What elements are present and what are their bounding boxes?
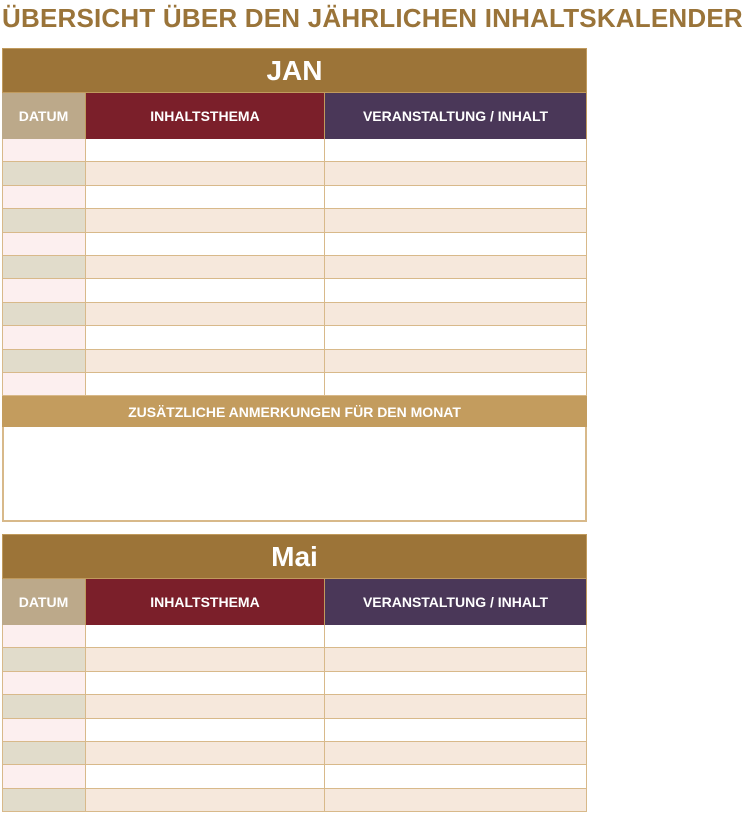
veranstaltung-cell[interactable] xyxy=(325,326,587,348)
veranstaltung-cell[interactable] xyxy=(325,233,587,255)
veranstaltung-cell[interactable] xyxy=(325,303,587,325)
table-row xyxy=(2,789,587,812)
table-row xyxy=(2,672,587,695)
column-header-inhaltsthema: INHALTSTHEMA xyxy=(86,93,325,139)
datum-cell[interactable] xyxy=(2,233,86,255)
veranstaltung-cell[interactable] xyxy=(325,139,587,161)
inhaltsthema-cell[interactable] xyxy=(86,350,325,372)
datum-cell[interactable] xyxy=(2,373,86,395)
table-row xyxy=(2,186,587,209)
inhaltsthema-cell[interactable] xyxy=(86,233,325,255)
inhaltsthema-cell[interactable] xyxy=(86,742,325,764)
datum-cell[interactable] xyxy=(2,765,86,787)
table-row xyxy=(2,719,587,742)
column-header-row xyxy=(2,93,587,139)
table-row xyxy=(2,742,587,765)
datum-cell[interactable] xyxy=(2,742,86,764)
datum-cell[interactable] xyxy=(2,139,86,161)
veranstaltung-cell[interactable] xyxy=(325,625,587,647)
datum-cell[interactable] xyxy=(2,256,86,278)
table-row xyxy=(2,350,587,373)
veranstaltung-cell[interactable] xyxy=(325,742,587,764)
datum-cell[interactable] xyxy=(2,695,86,717)
column-header-row xyxy=(2,579,587,625)
table-row xyxy=(2,648,587,671)
datum-cell[interactable] xyxy=(2,162,86,184)
table-row xyxy=(2,233,587,256)
month-header-mai: Mai xyxy=(2,534,587,579)
datum-cell[interactable] xyxy=(2,186,86,208)
table-row xyxy=(2,279,587,302)
inhaltsthema-cell[interactable] xyxy=(86,695,325,717)
veranstaltung-cell[interactable] xyxy=(325,373,587,395)
veranstaltung-cell[interactable] xyxy=(325,695,587,717)
table-row xyxy=(2,695,587,718)
inhaltsthema-cell[interactable] xyxy=(86,186,325,208)
datum-cell[interactable] xyxy=(2,719,86,741)
veranstaltung-cell[interactable] xyxy=(325,256,587,278)
column-header-datum: DATUM xyxy=(2,93,86,139)
inhaltsthema-cell[interactable] xyxy=(86,256,325,278)
table-row xyxy=(2,139,587,162)
month-header-jan: JAN xyxy=(2,48,587,93)
datum-cell[interactable] xyxy=(2,672,86,694)
inhaltsthema-cell[interactable] xyxy=(86,672,325,694)
inhaltsthema-cell[interactable] xyxy=(86,789,325,811)
table-row xyxy=(2,303,587,326)
datum-cell[interactable] xyxy=(2,350,86,372)
veranstaltung-cell[interactable] xyxy=(325,162,587,184)
column-header-veranstaltung: VERANSTALTUNG / INHALT xyxy=(325,93,587,139)
table-row xyxy=(2,373,587,396)
datum-cell[interactable] xyxy=(2,326,86,348)
inhaltsthema-cell[interactable] xyxy=(86,719,325,741)
inhaltsthema-cell[interactable] xyxy=(86,279,325,301)
veranstaltung-cell[interactable] xyxy=(325,789,587,811)
inhaltsthema-cell[interactable] xyxy=(86,648,325,670)
notes-input-area[interactable] xyxy=(2,427,587,522)
inhaltsthema-cell[interactable] xyxy=(86,326,325,348)
table-row xyxy=(2,326,587,349)
veranstaltung-cell[interactable] xyxy=(325,648,587,670)
veranstaltung-cell[interactable] xyxy=(325,186,587,208)
inhaltsthema-cell[interactable] xyxy=(86,139,325,161)
inhaltsthema-cell[interactable] xyxy=(86,373,325,395)
column-header-datum: DATUM xyxy=(2,579,86,625)
notes-header: ZUSÄTZLICHE ANMERKUNGEN FÜR DEN MONAT xyxy=(2,396,587,427)
datum-cell[interactable] xyxy=(2,209,86,231)
month-block-mai xyxy=(2,534,587,812)
table-row xyxy=(2,209,587,232)
veranstaltung-cell[interactable] xyxy=(325,765,587,787)
datum-cell[interactable] xyxy=(2,303,86,325)
datum-cell[interactable] xyxy=(2,789,86,811)
veranstaltung-cell[interactable] xyxy=(325,672,587,694)
page-title: ÜBERSICHT ÜBER DEN JÄHRLICHEN INHALTSKALENDER xyxy=(2,3,743,33)
column-header-inhaltsthema: INHALTSTHEMA xyxy=(86,579,325,625)
month-block-jan xyxy=(2,48,587,522)
inhaltsthema-cell[interactable] xyxy=(86,765,325,787)
veranstaltung-cell[interactable] xyxy=(325,719,587,741)
datum-cell[interactable] xyxy=(2,625,86,647)
table-row xyxy=(2,162,587,185)
veranstaltung-cell[interactable] xyxy=(325,279,587,301)
table-rows-mai xyxy=(2,625,587,812)
inhaltsthema-cell[interactable] xyxy=(86,303,325,325)
inhaltsthema-cell[interactable] xyxy=(86,625,325,647)
table-row xyxy=(2,625,587,648)
inhaltsthema-cell[interactable] xyxy=(86,162,325,184)
table-row xyxy=(2,256,587,279)
veranstaltung-cell[interactable] xyxy=(325,350,587,372)
veranstaltung-cell[interactable] xyxy=(325,209,587,231)
datum-cell[interactable] xyxy=(2,648,86,670)
table-row xyxy=(2,765,587,788)
inhaltsthema-cell[interactable] xyxy=(86,209,325,231)
datum-cell[interactable] xyxy=(2,279,86,301)
column-header-veranstaltung: VERANSTALTUNG / INHALT xyxy=(325,579,587,625)
table-rows-jan xyxy=(2,139,587,396)
